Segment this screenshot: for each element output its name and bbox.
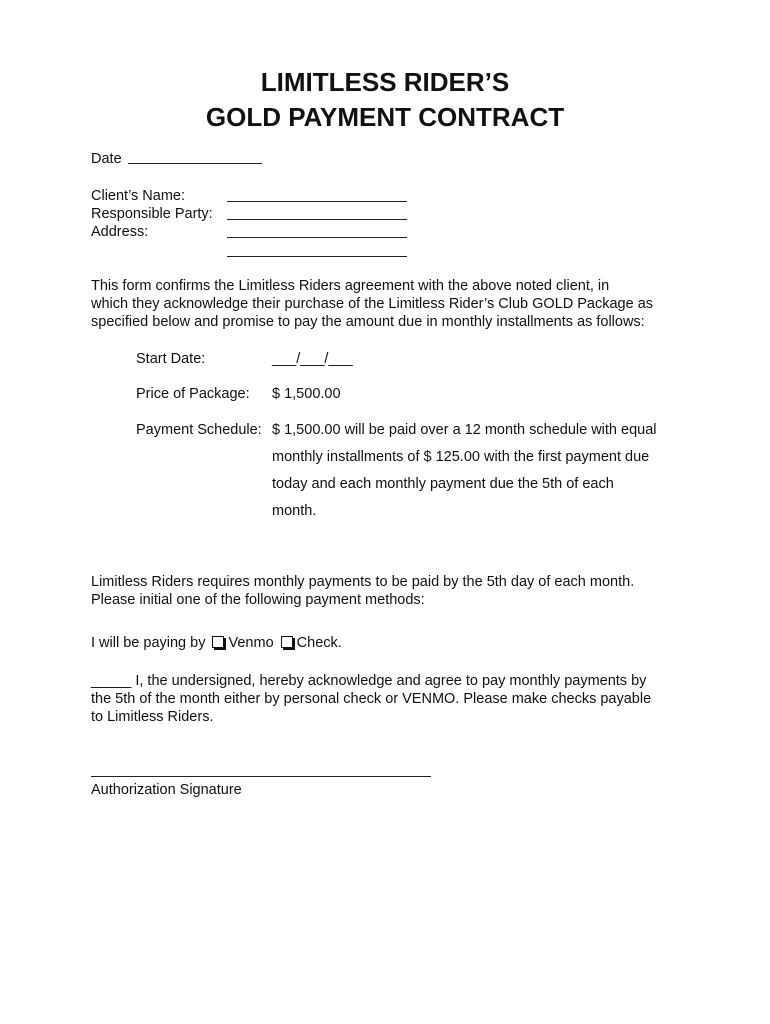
schedule-line-3: today and each monthly payment due the 5th of each: [272, 476, 614, 492]
acknowledgement-line-3: to Limitless Riders.: [91, 709, 214, 725]
client-name-field-line[interactable]: [227, 201, 407, 202]
acknowledgement-line-2: the 5th of the month either by personal check or VENMO. Please make checks payable: [91, 691, 652, 707]
client-name-label: Client’s Name:: [91, 188, 186, 204]
responsible-party-field-line[interactable]: [227, 219, 407, 220]
intro-line-2: which they acknowledge their purchase of the Limitless Rider’s Club GOLD Package as: [91, 296, 654, 312]
schedule-line-4: month.: [272, 503, 317, 519]
start-date-value[interactable]: ___/___/___: [272, 351, 353, 367]
title-line-2: GOLD PAYMENT CONTRACT: [205, 102, 565, 132]
payment-method-prefix: I will be paying by: [91, 635, 206, 651]
address-label: Address:: [91, 224, 149, 240]
schedule-label: Payment Schedule:: [136, 422, 262, 438]
address-field-line-1[interactable]: [227, 237, 407, 238]
requirements-line-2: Please initial one of the following payment methods:: [91, 592, 425, 608]
venmo-checkbox[interactable]: [212, 636, 224, 648]
responsible-party-label: Responsible Party:: [91, 206, 213, 222]
schedule-line-2: monthly installments of $ 125.00 with the first payment due: [272, 449, 650, 465]
check-checkbox[interactable]: [281, 636, 293, 648]
payment-method-row: [91, 634, 342, 652]
signature-label: Authorization Signature: [91, 782, 242, 798]
venmo-option-label: Venmo: [228, 635, 274, 651]
date-field-line[interactable]: [128, 163, 262, 164]
title-line-1: LIMITLESS RIDER’S: [260, 67, 510, 97]
signature-line[interactable]: [91, 776, 431, 777]
price-value: $ 1,500.00: [272, 386, 341, 402]
date-label: Date: [91, 151, 122, 167]
address-field-line-2[interactable]: [227, 256, 407, 257]
intro-line-3: specified below and promise to pay the amount due in monthly installments as follows:: [91, 314, 645, 330]
requirements-line-1: Limitless Riders requires monthly payments to be paid by the 5th day of each month.: [91, 574, 635, 590]
price-label: Price of Package:: [136, 386, 250, 402]
start-date-label: Start Date:: [136, 351, 206, 367]
acknowledgement-line-1: _____ I, the undersigned, hereby acknowledge and agree to pay monthly payments by: [91, 673, 647, 689]
intro-line-1: This form confirms the Limitless Riders agreement with the above noted client, in: [91, 278, 610, 294]
schedule-line-1: $ 1,500.00 will be paid over a 12 month schedule with equal: [272, 422, 657, 438]
check-option-label: Check.: [296, 635, 342, 651]
